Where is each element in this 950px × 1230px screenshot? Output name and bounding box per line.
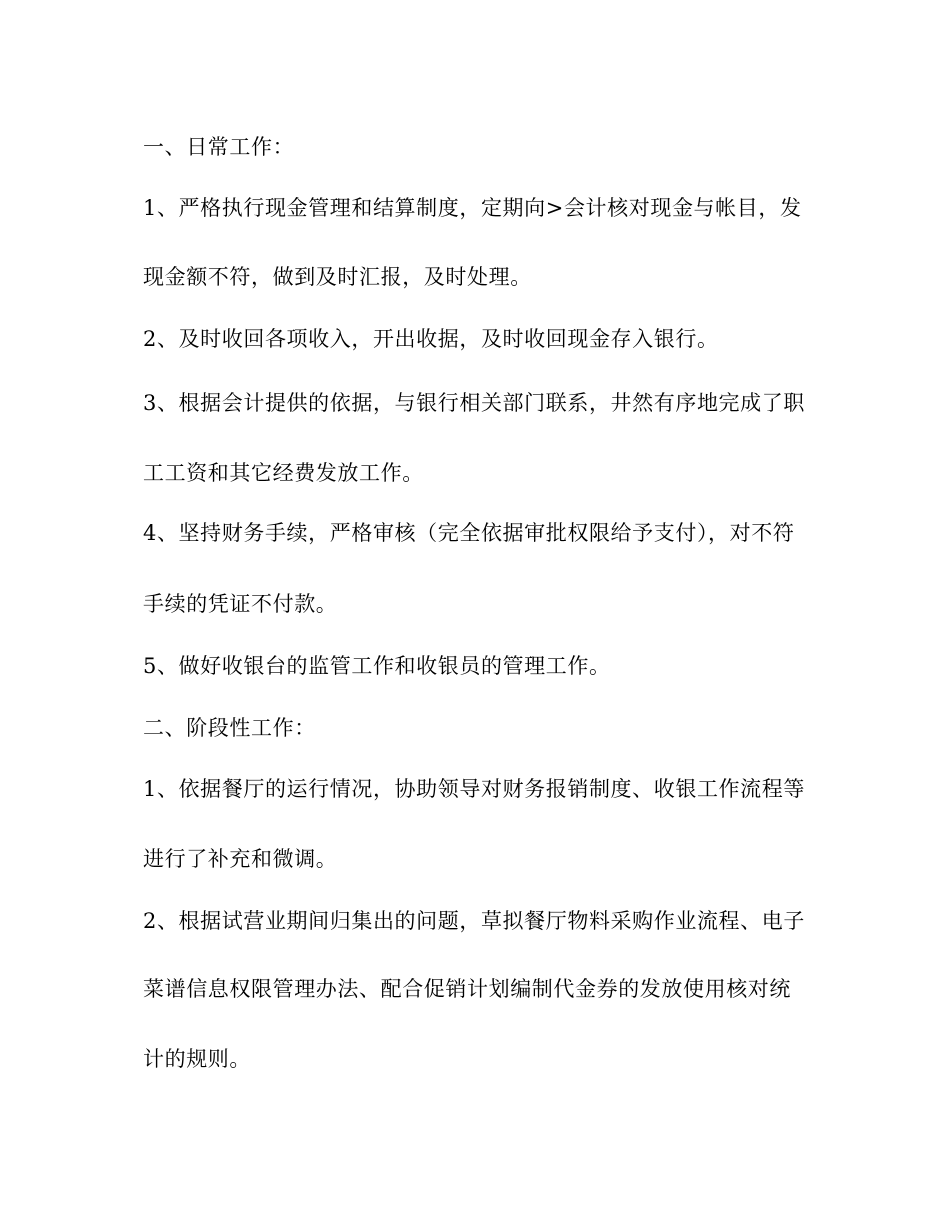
- paragraph-line: 进行了补充和微调。: [143, 847, 338, 871]
- paragraph-line: 2、根据试营业期间归集出的问题，草拟餐厅物料采购作业流程、电子: [143, 909, 805, 933]
- paragraph-line: 2、及时收回各项收入，开出收据，及时收回现金存入银行。: [143, 327, 719, 351]
- section-heading-phase-work: 二、阶段性工作：: [143, 716, 316, 740]
- section-heading-daily-work: 一、日常工作：: [143, 135, 295, 159]
- paragraph-line: 工工资和其它经费发放工作。: [143, 461, 424, 485]
- paragraph-line: 1、依据餐厅的运行情况，协助领导对财务报销制度、收银工作流程等: [143, 777, 805, 801]
- paragraph-line: 手续的凭证不付款。: [143, 592, 338, 616]
- paragraph-line: 4、坚持财务手续，严格审核（完全依据审批权限给予支付），对不符: [143, 521, 795, 545]
- paragraph-line: 计的规则。: [143, 1047, 251, 1071]
- paragraph-line: 3、根据会计提供的依据，与银行相关部门联系，井然有序地完成了职: [143, 391, 805, 415]
- paragraph-line: 1、严格执行现金管理和结算制度，定期向>会计核对现金与帐目，发: [143, 196, 802, 220]
- paragraph-line: 5、做好收银台的监管工作和收银员的管理工作。: [143, 654, 611, 678]
- paragraph-line: 菜谱信息权限管理办法、配合促销计划编制代金券的发放使用核对统: [143, 977, 791, 1001]
- paragraph-line: 现金额不符，做到及时汇报，及时处理。: [143, 265, 532, 289]
